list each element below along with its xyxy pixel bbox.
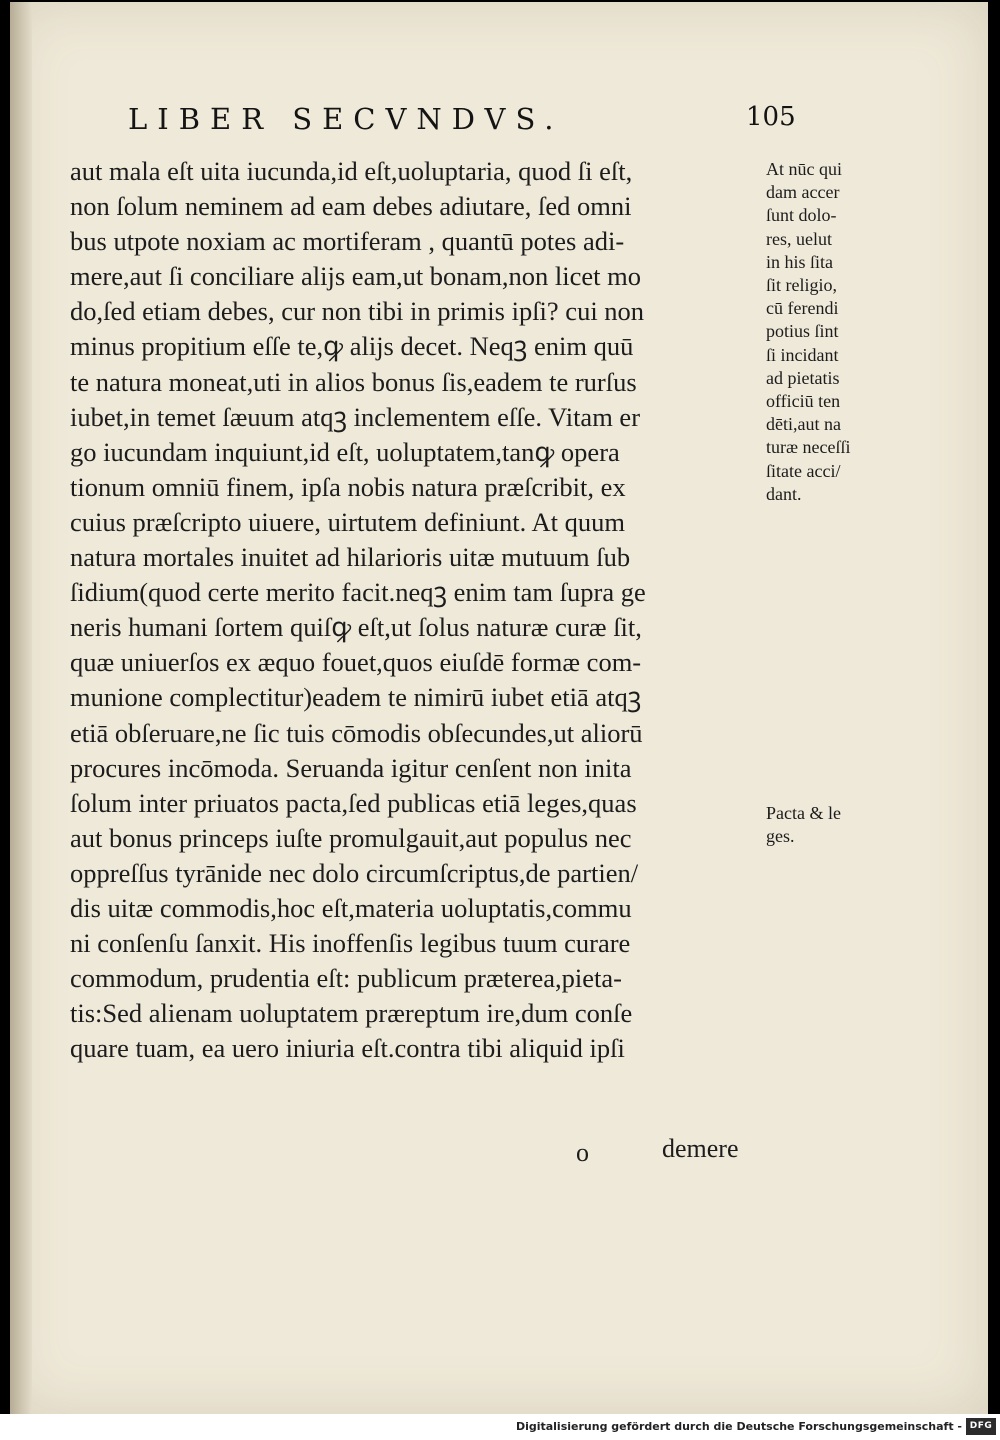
text-line: quæ uniuerſos ex æquo fouet,quos eiuſdē formæ com- [70,647,642,678]
text-line: munione complectitur)eadem te nimirū iubet etiā atqꝫ [70,682,642,713]
main-text-block [70,154,760,1066]
text-line: etiā obſeruare,ne ſic tuis cōmodis obſecundes,ut aliorū [70,717,643,748]
marginal-note-line: ſitate acci/ [766,460,841,481]
marginal-note-line: cū ferendi [766,298,839,319]
text-line: procures incōmoda. Seruanda igitur cenſent non inita [70,752,632,783]
marginal-note-line: ſunt dolo- [766,205,837,226]
marginal-note-line: Pacta & le [766,803,841,823]
text-line: tionum omniū finem, ipſa nobis natura præſcribit, ex [70,471,626,502]
marginal-note-religion [766,158,886,506]
marginal-note-line: turæ neceſſi [766,437,851,458]
page-number: 105 [746,102,796,132]
marginal-note-line: dēti,aut na [766,414,841,435]
marginal-note-line: officiū ten [766,391,841,412]
text-line: aut bonus princeps iuſte promulgauit,aut populus nec [70,822,632,853]
marginal-note-line: potius ſint [766,321,839,342]
text-line: ſolum inter priuatos pacta,ſed publicas etiā leges,quas [70,787,637,818]
text-line: bus utpote noxiam ac mortiferam , quantū potes adi- [70,226,625,257]
marginal-note-line: ad pietatis [766,367,840,388]
text-line: cuius præſcripto uiuere, uirtutem definiunt. At quum [70,506,625,537]
text-line: commodum, prudentia eſt: publicum præterea,pieta- [70,963,622,994]
text-line: natura mortales inuitet ad hilarioris uitæ mutuum ſub [70,542,631,573]
text-line: quare tuam, ea uero iniuria eſt.contra tibi aliquid ipſi [70,1033,625,1064]
marginal-note-line: in his ſita [766,251,833,272]
text-line: ſidium(quod certe merito facit.neqꝫ enim tam ſupra ge [70,577,646,608]
signature-mark: o [576,1138,589,1167]
marginal-note-line: ges. [766,826,795,847]
text-line: tis:Sed alienam uoluptatem præreptum ire,dum conſe [70,998,633,1029]
text-line: go iucundam inquiunt,id eſt, uoluptatem,tanꝙ opera [70,436,620,467]
text-line: minus propitium eſſe te,ꝙ alijs decet. Neqꝫ enim quū [70,331,634,362]
text-line: dis uitæ commodis,hoc eſt,materia uoluptatis,commu [70,892,632,923]
text-line: non ſolum neminem ad eam debes adiutare, ſed omni [70,191,632,222]
marginal-note-line: res, uelut [766,228,832,249]
digitization-footer [0,1414,1000,1440]
marginal-note-line: dant. [766,483,802,504]
text-line: do,ſed etiam debes, cur non tibi in primis ipſi? cui non [70,296,645,327]
text-line: aut mala eſt uita iucunda,id eſt,uoluptaria, quod ſi eſt, [70,156,633,186]
text-line: oppreſſus tyrānide nec dolo circumſcriptus,de partien/ [70,857,639,888]
catchword: demere [662,1134,739,1163]
book-page [10,2,988,1414]
dfg-logo: DFG [966,1418,996,1435]
funding-credit: Digitalisierung gefördert durch die Deutsche Forschungsgemeinschaft - [515,1420,962,1433]
text-line: ni conſenſu ſanxit. His inoffenſis legibus tuum curare [70,928,631,959]
text-line: iubet,in temet ſæuum atqꝫ inclementem eſſe. Vitam er [70,401,641,432]
text-line: te natura moneat,uti in alios bonus ſis,eadem te rurſus [70,366,637,397]
text-line: neris humani ſortem quiſꝙ eſt,ut ſolus naturæ curæ ſit, [70,612,642,643]
page-gutter-shadow [10,2,32,1414]
marginal-note-line: dam accer [766,182,840,203]
running-title: LIBER SECVNDVS. [128,102,564,136]
marginal-note-line: ſi incidant [766,344,839,365]
marginal-note-laws [766,802,886,848]
text-line: mere,aut ſi conciliare alijs eam,ut bonam,non licet mo [70,261,642,292]
marginal-note-line: At nūc qui [766,159,842,179]
marginal-note-line: ſit religio, [766,275,837,296]
